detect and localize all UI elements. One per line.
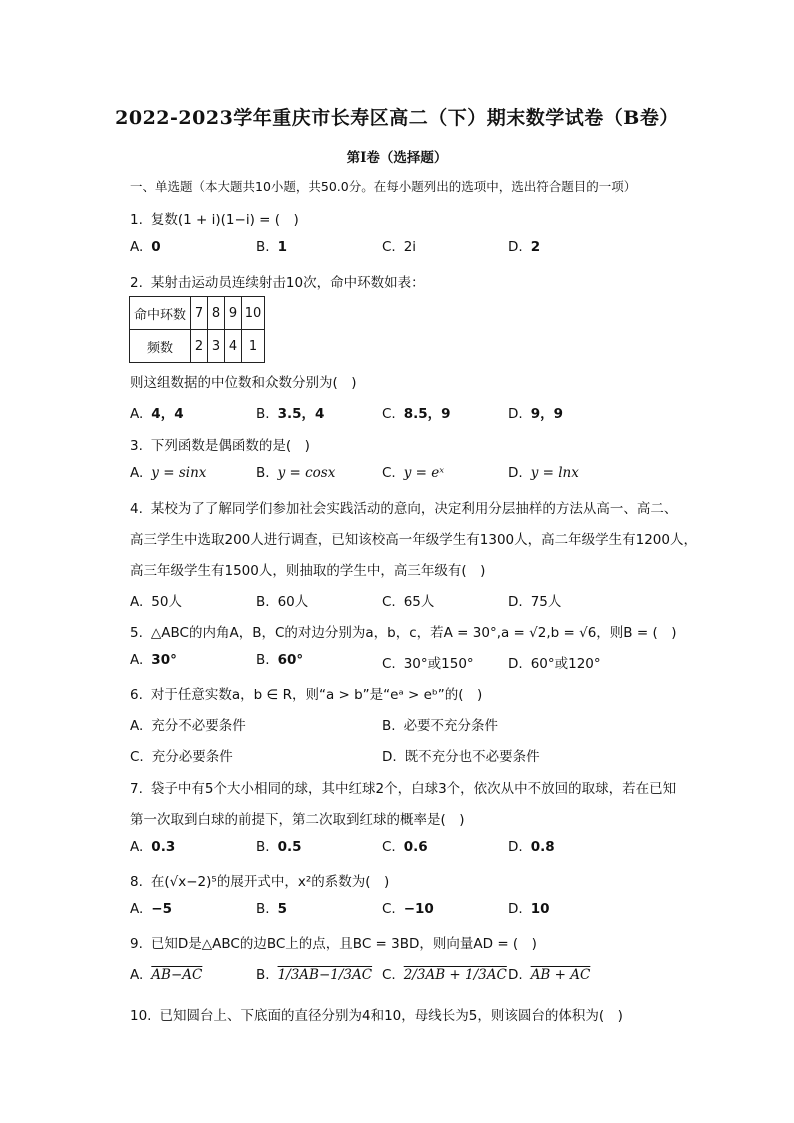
table-cell: 7 <box>191 297 208 330</box>
option-d: D. y = lnx <box>508 465 579 481</box>
question-5-options <box>130 652 690 672</box>
question-1-options <box>130 239 690 259</box>
question-text: 已知圆台上、下底面的直径分别为4和10，母线长为5，则该圆台的体积为( ) <box>159 1008 623 1024</box>
question-9-options <box>130 967 690 987</box>
question-6-options-row-1 <box>130 714 690 734</box>
question-text: 袋子中有5个大小相同的球，其中红球2个，白球3个，依次从中不放回的取球，若在已知 <box>150 781 677 797</box>
option-b: B. 必要不充分条件 <box>382 718 499 734</box>
option-c: C. −10 <box>382 901 434 917</box>
frequency-table <box>129 296 265 363</box>
option-b: B. 3.5，4 <box>256 406 325 422</box>
question-text: 复数(1 + i)(1−i) = ( ) <box>150 212 299 228</box>
section-heading: 一、单选题（本大题共10小题，共50.0分。在每小题列出的选项中，选出符合题目的一项） <box>130 179 637 194</box>
option-a: A. 30° <box>130 652 177 668</box>
question-text: 某射击运动员连续射击10次，命中环数如表： <box>150 275 425 291</box>
option-b: B. y = cosx <box>256 465 336 481</box>
option-d: D. 75人 <box>508 594 562 610</box>
question-7 <box>130 777 676 797</box>
question-text: 下列函数是偶函数的是( ) <box>150 438 310 454</box>
question-number: 3. <box>130 438 143 454</box>
question-8 <box>130 870 389 890</box>
exam-title: 2022-2023学年重庆市长寿区高二（下）期末数学试卷（B卷） <box>115 107 679 129</box>
question-text: 已知D是△ABC的边BC上的点，且BC = 3BD，则向量AD = ( ) <box>150 936 537 952</box>
option-d: D. 0.8 <box>508 839 555 855</box>
option-d: D. AB + AC <box>508 967 591 983</box>
question-text: △ABC的内角A，B，C的对边分别为a，b，c，若A = 30°,a = √2,b = √6，则B = ( ) <box>150 625 677 641</box>
question-number: 8. <box>130 874 143 890</box>
question-7-options <box>130 839 690 859</box>
option-a: A. y = sinx <box>130 465 207 481</box>
option-b: B. 60° <box>256 652 304 668</box>
question-number: 9. <box>130 936 143 952</box>
table-cell: 3 <box>208 330 225 363</box>
option-d: D. 60°或120° <box>508 656 601 672</box>
question-2-options <box>130 402 690 422</box>
option-a: A. 50人 <box>130 594 182 610</box>
option-a: A. 0 <box>130 239 161 255</box>
table-row <box>130 297 265 330</box>
option-c: C. 30°或150° <box>382 656 474 672</box>
question-3 <box>130 434 310 454</box>
option-b: B. 0.5 <box>256 839 302 855</box>
question-2-follow: 则这组数据的中位数和众数分别为( ) <box>130 375 357 391</box>
option-c: C. 充分必要条件 <box>130 749 233 765</box>
option-a: A. AB−AC <box>130 967 203 983</box>
table-cell: 2 <box>191 330 208 363</box>
question-9 <box>130 932 537 952</box>
option-c: C. 0.6 <box>382 839 428 855</box>
question-1 <box>130 208 299 228</box>
option-a: A. 充分不必要条件 <box>130 718 246 734</box>
table-cell: 频数 <box>130 330 191 363</box>
question-number: 6. <box>130 687 143 703</box>
question-number: 7. <box>130 781 143 797</box>
question-4-line-2: 高三学生中选取200人进行调查，已知该校高一年级学生有1300人，高二年级学生有1200人， <box>130 532 697 548</box>
table-cell: 9 <box>225 297 242 330</box>
question-6 <box>130 683 482 703</box>
question-number: 5. <box>130 625 143 641</box>
option-b: B. 1/3AB−1/3AC <box>256 967 373 983</box>
table-cell: 4 <box>225 330 242 363</box>
question-5 <box>130 621 677 641</box>
table-cell: 8 <box>208 297 225 330</box>
option-a: A. −5 <box>130 901 173 917</box>
question-3-options <box>130 465 690 485</box>
question-4 <box>130 497 677 517</box>
option-a: A. 0.3 <box>130 839 176 855</box>
question-2 <box>130 271 425 291</box>
option-d: D. 10 <box>508 901 550 917</box>
option-c: C. 2i <box>382 239 417 255</box>
question-text: 对于任意实数a，b ∈ R，则“a > b”是“eᵃ > eᵇ”的( ) <box>150 687 483 703</box>
question-number: 4. <box>130 501 143 517</box>
part-title: 第Ⅰ卷（选择题） <box>346 150 448 166</box>
question-number: 2. <box>130 275 143 291</box>
option-b: B. 5 <box>256 901 287 917</box>
table-cell: 1 <box>242 330 265 363</box>
question-4-options <box>130 590 690 610</box>
table-cell: 命中环数 <box>130 297 191 330</box>
question-6-options-row-2 <box>130 745 690 765</box>
question-8-options <box>130 901 690 921</box>
table-row <box>130 330 265 363</box>
option-d: D. 既不充分也不必要条件 <box>382 749 540 765</box>
option-c: C. 2/3AB + 1/3AC <box>382 967 507 983</box>
question-number: 1. <box>130 212 143 228</box>
option-c: C. 65人 <box>382 594 435 610</box>
option-b: B. 60人 <box>256 594 309 610</box>
question-4-line-3: 高三年级学生有1500人，则抽取的学生中，高三年级有( ) <box>130 563 486 579</box>
option-c: C. y = eˣ <box>382 465 445 481</box>
table-cell: 10 <box>242 297 265 330</box>
question-7-line-2: 第一次取到白球的前提下，第二次取到红球的概率是( ) <box>130 812 465 828</box>
option-b: B. 1 <box>256 239 287 255</box>
option-d: D. 9，9 <box>508 406 563 422</box>
question-10 <box>130 1004 623 1024</box>
option-c: C. 8.5，9 <box>382 406 451 422</box>
question-text: 在(√x−2)⁵的展开式中，x²的系数为( ) <box>150 874 390 890</box>
option-a: A. 4，4 <box>130 406 184 422</box>
question-text: 某校为了了解同学们参加社会实践活动的意向，决定利用分层抽样的方法从高一、高二、 <box>150 501 678 517</box>
option-d: D. 2 <box>508 239 541 255</box>
question-number: 10. <box>130 1008 152 1024</box>
